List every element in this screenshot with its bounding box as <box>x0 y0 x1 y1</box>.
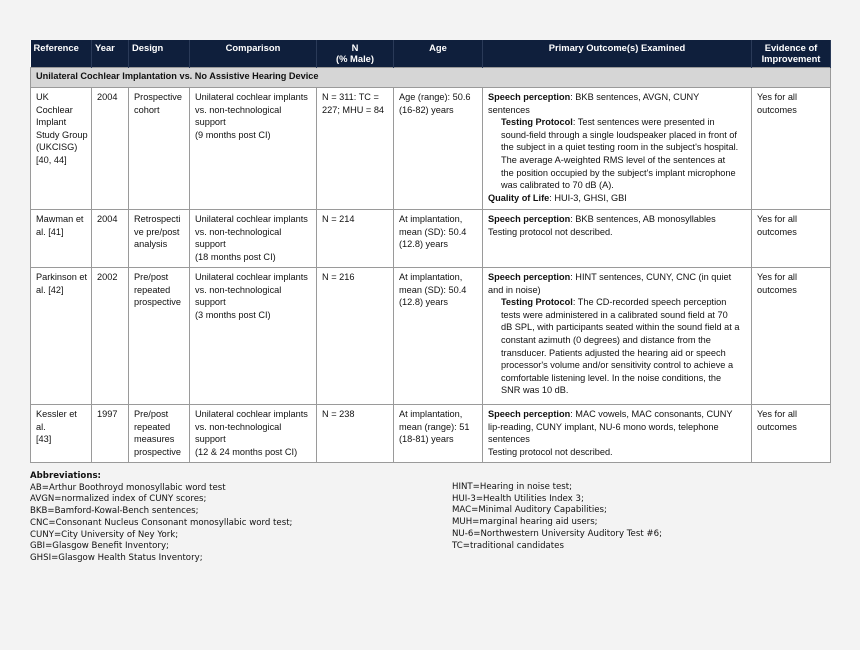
outcome-text: the position occupied by the subject's implant microphone <box>501 167 736 178</box>
abbreviation-item: BKB=Bamford-Kowal-Bench sentences; <box>30 506 199 517</box>
cell-design <box>129 88 190 210</box>
table-header-row <box>31 40 831 68</box>
cell-design-line: prospective <box>134 297 181 308</box>
header-evidence-line2: Improvement <box>761 53 821 64</box>
cell-reference <box>31 88 92 210</box>
cell-design-line: measures <box>134 434 175 445</box>
cell-design-line: analysis <box>134 239 168 250</box>
outcome-text: transducer. Patients adjusted the hearing aid or speech <box>501 347 726 358</box>
table-row <box>31 405 831 463</box>
header-design: Design <box>129 40 190 68</box>
cell-outcome <box>483 210 752 268</box>
abbreviation-item: NU-6=Northwestern University Auditory Test #6; <box>452 528 662 539</box>
cell-outcome <box>483 268 752 405</box>
header-comparison: Comparison <box>190 40 317 68</box>
outcome-label: Speech perception <box>488 92 571 102</box>
outcome-text: the subject in a quiet testing room in the subject's hospital. <box>501 142 739 153</box>
abbreviation-item: GHSI=Glasgow Health Status Inventory; <box>30 552 203 563</box>
cell-age-line: (16-82) years <box>399 104 454 115</box>
cell-n-line: N = 311: TC = <box>322 92 379 102</box>
cell-age-line: mean (range): 51 <box>399 421 470 432</box>
outcome-label: Speech perception <box>488 272 571 282</box>
abbreviation-item: HUI-3=Health Utilities Index 3; <box>452 493 584 504</box>
cell-age-line: mean (SD): 50.4 <box>399 284 467 295</box>
table-row <box>31 268 831 405</box>
cell-comparison-line: Unilateral cochlear implants <box>195 92 308 102</box>
abbreviation-item: AB=Arthur Boothroyd monosyllabic word test <box>30 482 226 493</box>
section-row <box>31 68 831 88</box>
cell-evidence-line: Yes for all <box>757 272 798 282</box>
abbreviation-item: GBI=Glasgow Benefit Inventory; <box>30 541 169 552</box>
outcome-text: : HINT sentences, CUNY, CNC (in quiet <box>570 272 732 282</box>
cell-reference <box>31 210 92 268</box>
cell-design-line: Pre/post <box>134 272 169 282</box>
outcome-label: Speech perception <box>488 214 571 224</box>
outcome-text: sound-field through a single loudspeaker placed in front of <box>501 129 737 140</box>
cell-comparison-line: (12 & 24 months post CI) <box>195 446 298 457</box>
cell-n-line: N = 216 <box>322 272 355 282</box>
cell-evidence-line: Yes for all <box>757 409 798 419</box>
cell-comparison-line: Unilateral cochlear implants <box>195 409 308 419</box>
header-year: Year <box>92 40 129 68</box>
outcome-text: processor's volume and/or sensitivity control to achieve a <box>501 360 734 371</box>
cell-comparison-line: (18 months post CI) <box>195 251 276 262</box>
outcome-text: was calibrated to 70 dB (A). <box>501 180 614 191</box>
cell-outcome <box>483 405 752 463</box>
cell-design <box>129 210 190 268</box>
cell-reference-line: Study Group <box>36 129 88 140</box>
cell-reference <box>31 268 92 405</box>
cell-comparison-line: support <box>195 297 226 308</box>
cell-n <box>317 210 394 268</box>
cell-reference-line: Implant <box>36 117 67 128</box>
outcome-text: : HUI-3, GHSI, GBI <box>549 192 627 203</box>
cell-comparison-line: Unilateral cochlear implants <box>195 272 308 282</box>
cell-age-line: At implantation, <box>399 409 463 419</box>
cell-age-line: mean (SD): 50.4 <box>399 226 467 237</box>
table-row <box>31 210 831 268</box>
testing-protocol <box>488 296 748 397</box>
header-evidence <box>752 40 831 68</box>
cell-reference-line: (UKCISG) <box>36 142 78 153</box>
abbreviations-title: Abbreviations: <box>30 471 101 481</box>
cell-evidence <box>752 88 831 210</box>
outcome-entry <box>488 213 748 226</box>
cell-evidence-line: Yes for all <box>757 92 798 102</box>
outcome-text: comfortable listening level. In the noise conditions, the <box>501 372 722 383</box>
outcome-note: Testing protocol not described. <box>488 446 613 457</box>
outcome-text: dB SPL, with participants seated within the sound field at a <box>501 322 740 333</box>
outcome-text: constant azimuth (0 degrees) and distance from the <box>501 334 711 345</box>
outcome-label: Testing Protocol <box>501 297 573 308</box>
outcome-text: : MAC vowels, MAC consonants, CUNY <box>570 409 733 419</box>
cell-comparison-line: vs. non-technological <box>195 104 282 115</box>
cell-n <box>317 88 394 210</box>
cell-design <box>129 268 190 405</box>
outcome-text: : BKB sentences, AB monosyllables <box>570 214 716 224</box>
abbreviation-item: AVGN=normalized index of CUNY scores; <box>30 494 207 505</box>
cell-year-line: 2004 <box>97 92 118 102</box>
cell-comparison <box>190 268 317 405</box>
outcome-text: tests were administered in a calibrated sound field at 70 <box>501 309 728 320</box>
cell-evidence-line: outcomes <box>757 421 797 432</box>
cell-comparison-line: vs. non-technological <box>195 421 282 432</box>
outcome-note: Testing protocol not described. <box>488 226 613 237</box>
cell-n-line: 227; MHU = 84 <box>322 104 385 115</box>
cell-reference-line: al. [42] <box>36 284 64 295</box>
cell-comparison-line: support <box>195 239 226 250</box>
cell-reference-line: Kessler et al. <box>36 409 77 432</box>
cell-design <box>129 405 190 463</box>
outcome-entry <box>488 91 748 116</box>
cell-n <box>317 268 394 405</box>
cell-comparison <box>190 88 317 210</box>
cell-design-line: repeated <box>134 421 171 432</box>
abbreviation-item: TC=traditional candidates <box>452 540 564 551</box>
abbreviation-item: HINT=Hearing in noise test; <box>452 482 572 492</box>
abbreviation-item: CUNY=City University of Ney York; <box>30 529 179 540</box>
abbreviations-left <box>30 471 292 565</box>
cell-n <box>317 405 394 463</box>
cell-reference-line: UK Cochlear <box>36 92 73 115</box>
cell-age <box>394 405 483 463</box>
cell-comparison-line: Unilateral cochlear implants <box>195 214 308 224</box>
cell-outcome <box>483 88 752 210</box>
header-outcome: Primary Outcome(s) Examined <box>483 40 752 68</box>
cell-age <box>394 268 483 405</box>
outcome-text: The average A-weighted RMS level of the sentences at <box>501 154 726 165</box>
outcome-text: SNR was 10 dB. <box>501 385 569 396</box>
outcome-label: Testing Protocol <box>501 117 573 128</box>
cell-reference-line: [40, 44] <box>36 154 67 165</box>
cell-reference <box>31 405 92 463</box>
cell-year-line: 1997 <box>97 409 118 419</box>
cell-reference-line: Parkinson et <box>36 272 88 282</box>
header-n-line1: N <box>351 42 359 53</box>
cell-evidence-line: Yes for all <box>757 214 798 224</box>
outcome-text: : Test sentences were presented in <box>572 117 715 128</box>
cell-comparison-line: support <box>195 434 226 445</box>
cell-evidence <box>752 210 831 268</box>
cell-year <box>92 268 129 405</box>
outcome-text: : The CD-recorded speech perception <box>572 297 727 308</box>
outcome-entry <box>488 408 748 446</box>
abbreviations-right <box>452 482 662 552</box>
cell-n-line: N = 214 <box>322 214 355 224</box>
cell-design-line: prospective <box>134 446 181 457</box>
outcome-text: : BKB sentences, AVGN, CUNY <box>570 92 700 102</box>
cell-comparison <box>190 210 317 268</box>
outcome-text: lip-reading, CUNY implant, NU-6 mono words, telephone <box>488 421 719 432</box>
outcome-label: Quality of Life <box>488 192 550 203</box>
cell-comparison-line: (9 months post CI) <box>195 129 271 140</box>
abbreviation-item: MUH=marginal hearing aid users; <box>452 517 598 528</box>
cell-n-line: N = 238 <box>322 409 355 419</box>
header-n-line2: (% Male) <box>335 53 375 64</box>
cell-design-line: Prospective <box>134 92 183 102</box>
section-title: Unilateral Cochlear Implantation vs. No Assistive Hearing Device <box>31 68 831 88</box>
study-table <box>30 40 831 463</box>
cell-age-line: (18-81) years <box>399 434 454 445</box>
testing-protocol <box>488 116 748 192</box>
cell-evidence-line: outcomes <box>757 226 797 237</box>
cell-age-line: (12.8) years <box>399 239 449 250</box>
cell-reference-line: [43] <box>36 434 52 445</box>
cell-age-line: At implantation, <box>399 272 463 282</box>
abbreviation-item: CNC=Consonant Nucleus Consonant monosyllabic word test; <box>30 517 293 528</box>
outcome-text: sentences <box>488 434 530 445</box>
header-evidence-line1: Evidence of <box>764 42 818 53</box>
cell-year <box>92 210 129 268</box>
cell-age <box>394 210 483 268</box>
cell-design-line: Retrospecti <box>134 214 181 224</box>
cell-comparison-line: support <box>195 117 226 128</box>
cell-comparison-line: (3 months post CI) <box>195 309 271 320</box>
header-reference: Reference <box>31 40 92 68</box>
cell-age-line: Age (range): 50.6 <box>399 92 471 102</box>
cell-age-line: At implantation, <box>399 214 463 224</box>
cell-reference-line: al. [41] <box>36 226 64 237</box>
cell-age-line: (12.8) years <box>399 297 449 308</box>
header-age: Age <box>394 40 483 68</box>
cell-design-line: ve pre/post <box>134 226 180 237</box>
header-n <box>317 40 394 68</box>
cell-reference-line: Mawman et <box>36 214 84 224</box>
cell-year <box>92 88 129 210</box>
cell-age <box>394 88 483 210</box>
outcome-entry <box>488 271 748 296</box>
cell-year-line: 2002 <box>97 272 118 282</box>
outcome-text: sentences <box>488 104 530 115</box>
cell-year-line: 2004 <box>97 214 118 224</box>
outcome-text: and in noise) <box>488 284 541 295</box>
table-row <box>31 88 831 210</box>
outcome-entry <box>488 192 748 205</box>
abbreviation-item: MAC=Minimal Auditory Capabilities; <box>452 505 607 516</box>
cell-comparison-line: vs. non-technological <box>195 226 282 237</box>
cell-comparison <box>190 405 317 463</box>
cell-design-line: repeated <box>134 284 171 295</box>
cell-comparison-line: vs. non-technological <box>195 284 282 295</box>
cell-design-line: cohort <box>134 104 160 115</box>
cell-design-line: Pre/post <box>134 409 169 419</box>
cell-year <box>92 405 129 463</box>
cell-evidence <box>752 405 831 463</box>
cell-evidence <box>752 268 831 405</box>
cell-evidence-line: outcomes <box>757 104 797 115</box>
outcome-label: Speech perception <box>488 409 571 419</box>
cell-evidence-line: outcomes <box>757 284 797 295</box>
